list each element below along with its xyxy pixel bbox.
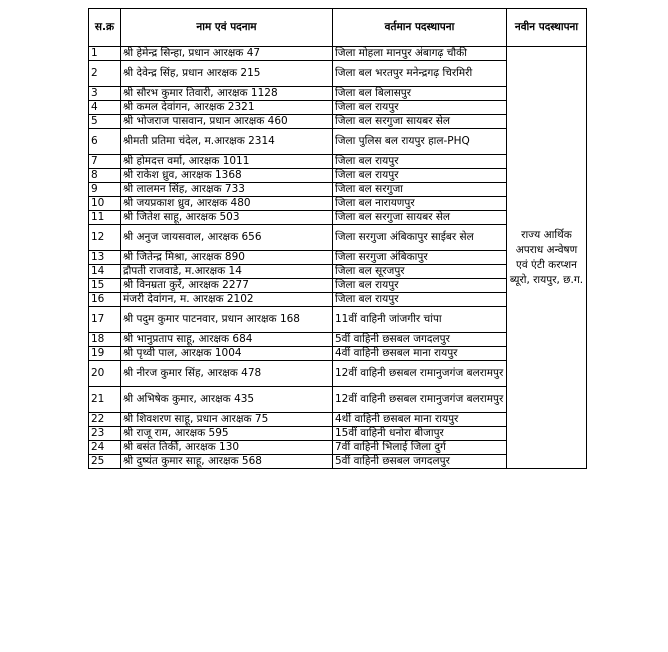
row-current-posting: 5वीं वाहिनी छसबल जगदलपुर: [333, 333, 507, 347]
row-sn: 7: [89, 155, 121, 169]
row-current-posting: जिला बल सरगुजा सायबर सेल: [333, 115, 507, 129]
row-sn: 2: [89, 61, 121, 87]
row-sn: 14: [89, 265, 121, 279]
row-sn: 24: [89, 441, 121, 455]
row-current-posting: जिला बल सूरजपुर: [333, 265, 507, 279]
row-name: श्री जयप्रकाश ध्रुव, आरक्षक 480: [121, 197, 333, 211]
posting-table: [88, 8, 587, 469]
row-name: श्री विनम्रता कुर्रे, आरक्षक 2277: [121, 279, 333, 293]
row-name: श्री पदुम कुमार पाटनवार, प्रधान आरक्षक 168: [121, 307, 333, 333]
row-sn: 13: [89, 251, 121, 265]
row-name: श्री पृथ्वी पाल, आरक्षक 1004: [121, 347, 333, 361]
row-sn: 12: [89, 225, 121, 251]
row-name: श्री लालमन सिंह, आरक्षक 733: [121, 183, 333, 197]
row-sn: 9: [89, 183, 121, 197]
row-name: श्री हेमेन्द्र सिन्हा, प्रधान आरक्षक 47: [121, 47, 333, 61]
row-name: श्री राजू राम, आरक्षक 595: [121, 427, 333, 441]
row-name: श्री दुष्यंत कुमार साहू, आरक्षक 568: [121, 455, 333, 469]
row-current-posting: जिला सरगुजा अंबिकापुर: [333, 251, 507, 265]
row-name: श्री होमदत्त वर्मा, आरक्षक 1011: [121, 155, 333, 169]
row-name: श्री जितेश साहू, आरक्षक 503: [121, 211, 333, 225]
row-current-posting: 15वीं वाहिनी धनोरा बीजापुर: [333, 427, 507, 441]
row-sn: 5: [89, 115, 121, 129]
row-current-posting: 5वीं वाहिनी छसबल जगदलपुर: [333, 455, 507, 469]
row-current-posting: जिला बल बिलासपुर: [333, 87, 507, 101]
row-name: श्रीमती प्रतिमा चंदेल, म.आरक्षक 2314: [121, 129, 333, 155]
row-name: श्री अभिषेक कुमार, आरक्षक 435: [121, 387, 333, 413]
header-name: नाम एवं पदनाम: [121, 9, 333, 47]
row-sn: 4: [89, 101, 121, 115]
row-name: मंजरी देवांगन, म. आरक्षक 2102: [121, 293, 333, 307]
row-name: श्री अनुज जायसवाल, आरक्षक 656: [121, 225, 333, 251]
row-name: श्री जितेन्द्र मिश्रा, आरक्षक 890: [121, 251, 333, 265]
row-name: श्री भोजराज पासवान, प्रधान आरक्षक 460: [121, 115, 333, 129]
row-current-posting: जिला मोहला मानपुर अंबागढ़ चौकी: [333, 47, 507, 61]
row-sn: 10: [89, 197, 121, 211]
row-sn: 1: [89, 47, 121, 61]
row-sn: 15: [89, 279, 121, 293]
row-sn: 20: [89, 361, 121, 387]
row-current-posting: 12वीं वाहिनी छसबल रामानुजगंज बलरामपुर: [333, 387, 507, 413]
row-current-posting: 4र्थी वाहिनी छसबल माना रायपुर: [333, 413, 507, 427]
header-current-posting: वर्तमान पदस्थापना: [333, 9, 507, 47]
row-current-posting: जिला बल सरगुजा: [333, 183, 507, 197]
row-current-posting: जिला बल रायपुर: [333, 155, 507, 169]
row-sn: 25: [89, 455, 121, 469]
row-current-posting: जिला बल रायपुर: [333, 293, 507, 307]
row-current-posting: जिला बल सरगुजा सायबर सेल: [333, 211, 507, 225]
row-current-posting: जिला बल भरतपुर मनेन्द्रगढ़ चिरमिरी: [333, 61, 507, 87]
header-new-posting: नवीन पदस्थापना: [507, 9, 587, 47]
header-row: [89, 9, 587, 47]
row-name: श्री नीरज कुमार सिंह, आरक्षक 478: [121, 361, 333, 387]
row-current-posting: 12वीं वाहिनी छसबल रामानुजगंज बलरामपुर: [333, 361, 507, 387]
row-name: श्री कमल देवांगन, आरक्षक 2321: [121, 101, 333, 115]
row-current-posting: जिला बल नारायणपुर: [333, 197, 507, 211]
row-current-posting: जिला बल रायपुर: [333, 101, 507, 115]
row-sn: 19: [89, 347, 121, 361]
new-posting-cell: राज्य आर्थिक अपराध अन्वेषण एवं एंटी करप्शन ब्यूरो, रायपुर, छ.ग.: [507, 47, 587, 469]
row-current-posting: जिला सरगुजा अंबिकापुर साईबर सेल: [333, 225, 507, 251]
row-name: श्री राकेश ध्रुव, आरक्षक 1368: [121, 169, 333, 183]
row-name: श्री देवेन्द्र सिंह, प्रधान आरक्षक 215: [121, 61, 333, 87]
row-name: श्री बसंत तिर्की, आरक्षक 130: [121, 441, 333, 455]
row-sn: 21: [89, 387, 121, 413]
row-current-posting: 4वीं वाहिनी छसबल माना रायपुर: [333, 347, 507, 361]
row-sn: 22: [89, 413, 121, 427]
row-sn: 11: [89, 211, 121, 225]
row-current-posting: जिला बल रायपुर: [333, 279, 507, 293]
row-sn: 6: [89, 129, 121, 155]
row-name: श्री भानुप्रताप साहू, आरक्षक 684: [121, 333, 333, 347]
row-sn: 17: [89, 307, 121, 333]
row-name: श्री सौरभ कुमार तिवारी, आरक्षक 1128: [121, 87, 333, 101]
row-current-posting: 7वीं वाहिनी भिलाई जिला दुर्ग: [333, 441, 507, 455]
row-current-posting: जिला पुलिस बल रायपुर हाल-PHQ: [333, 129, 507, 155]
row-name: श्री शिवशरण साहू, प्रधान आरक्षक 75: [121, 413, 333, 427]
row-sn: 18: [89, 333, 121, 347]
row-name: द्रौपती राजवाडे, म.आरक्षक 14: [121, 265, 333, 279]
row-sn: 23: [89, 427, 121, 441]
row-current-posting: 11वीं वाहिनी जांजगीर चांपा: [333, 307, 507, 333]
row-sn: 3: [89, 87, 121, 101]
row-sn: 16: [89, 293, 121, 307]
row-sn: 8: [89, 169, 121, 183]
row-current-posting: जिला बल रायपुर: [333, 169, 507, 183]
table-row: [89, 47, 587, 61]
header-sn: स.क्र: [89, 9, 121, 47]
